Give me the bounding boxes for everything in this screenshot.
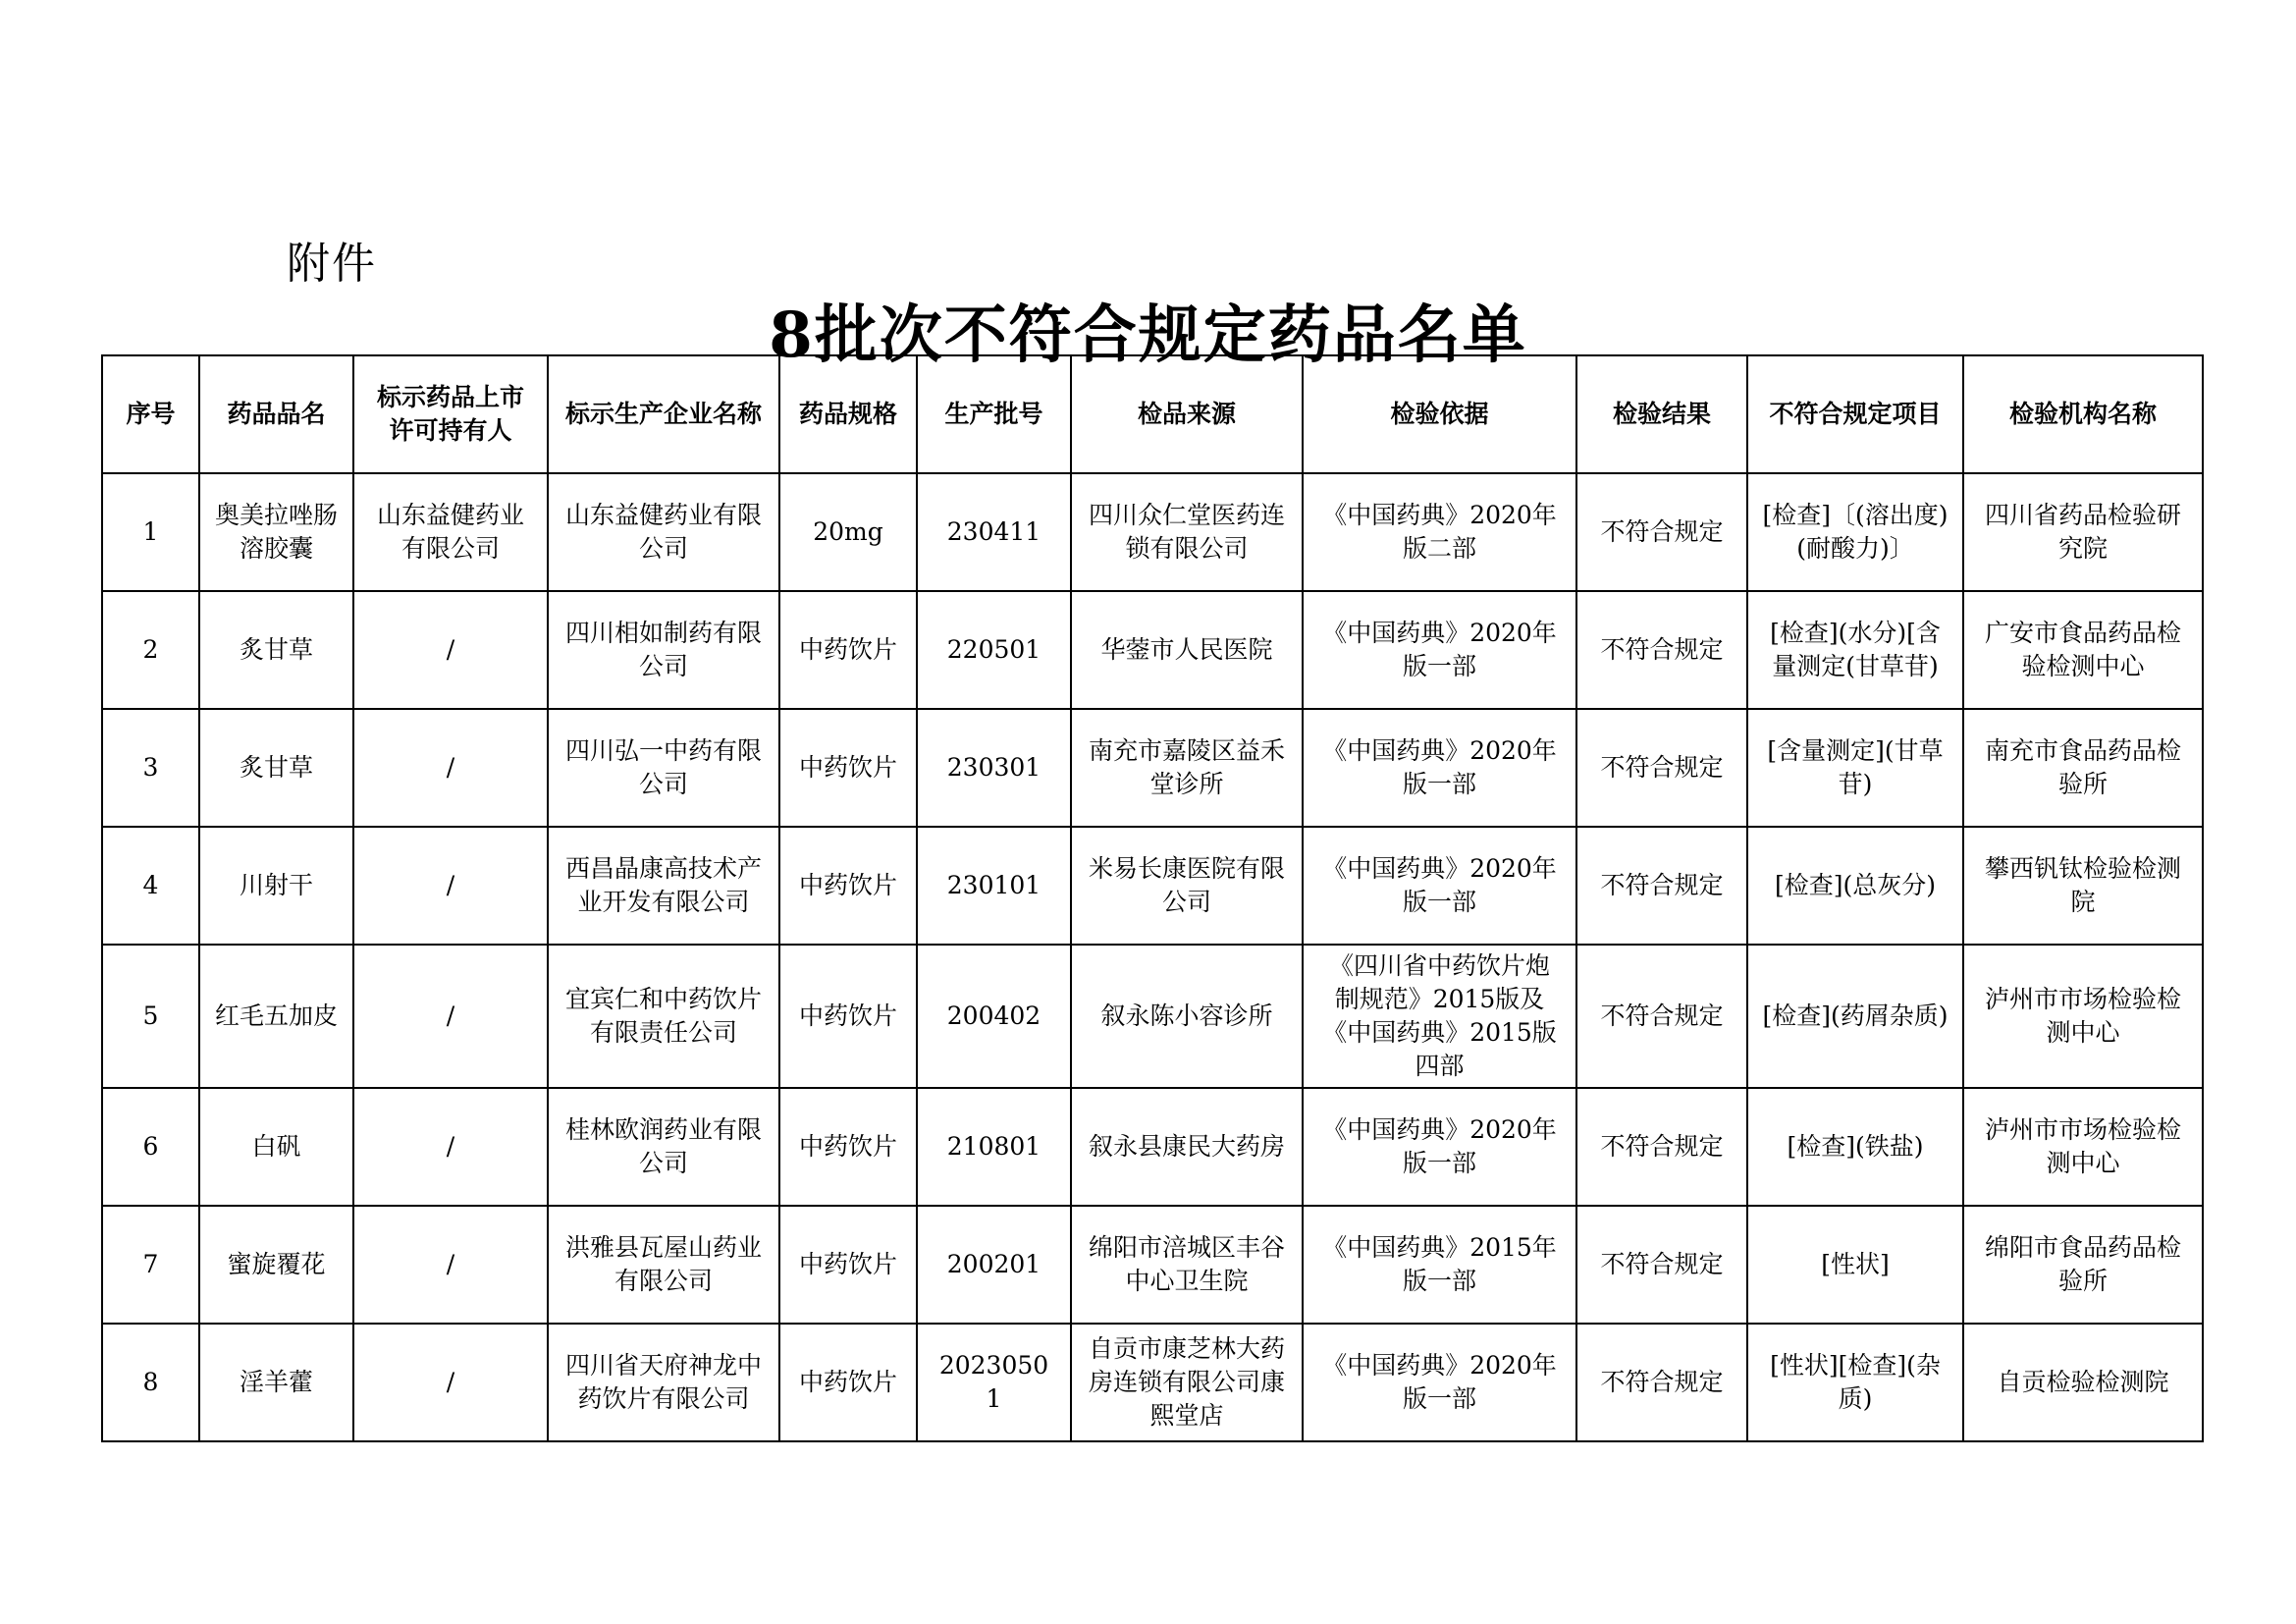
table-cell: 南充市嘉陵区益禾堂诊所: [1071, 709, 1303, 827]
table-cell: /: [353, 1206, 548, 1324]
table-cell: /: [353, 1324, 548, 1441]
table-cell: /: [353, 827, 548, 945]
table-cell: 不符合规定: [1576, 1324, 1747, 1441]
table-cell: 210801: [917, 1088, 1071, 1206]
table-cell: 奥美拉唑肠溶胶囊: [199, 473, 353, 591]
table-cell: 不符合规定: [1576, 1206, 1747, 1324]
table-cell: 6: [102, 1088, 199, 1206]
table-cell: 不符合规定: [1576, 1088, 1747, 1206]
table-cell: [检查]〔(溶出度)(耐酸力)〕: [1747, 473, 1963, 591]
table-cell: 白矾: [199, 1088, 353, 1206]
table-cell: /: [353, 945, 548, 1088]
table-cell: 200402: [917, 945, 1071, 1088]
table-cell: 20mg: [779, 473, 917, 591]
table-row: [102, 827, 2203, 945]
table-cell: 200201: [917, 1206, 1071, 1324]
table-cell: /: [353, 709, 548, 827]
table-cell: 20230501: [917, 1324, 1071, 1441]
table-cell: 《中国药典》2020年版二部: [1303, 473, 1576, 591]
table-cell: 自贡市康芝林大药房连锁有限公司康熙堂店: [1071, 1324, 1303, 1441]
table-cell: 红毛五加皮: [199, 945, 353, 1088]
table-cell: 南充市食品药品检验所: [1963, 709, 2203, 827]
table-cell: 中药饮片: [779, 1088, 917, 1206]
table-cell: 不符合规定: [1576, 473, 1747, 591]
table-cell: 自贡检验检测院: [1963, 1324, 2203, 1441]
table-body: [102, 473, 2203, 1441]
table-cell: 洪雅县瓦屋山药业有限公司: [548, 1206, 779, 1324]
table-cell: 叙永县康民大药房: [1071, 1088, 1303, 1206]
table-row: [102, 1088, 2203, 1206]
table-cell: 《中国药典》2015年版一部: [1303, 1206, 1576, 1324]
table-cell: 蜜旋覆花: [199, 1206, 353, 1324]
table-cell: 绵阳市涪城区丰谷中心卫生院: [1071, 1206, 1303, 1324]
column-header: 检验依据: [1303, 355, 1576, 473]
table-cell: 《中国药典》2020年版一部: [1303, 591, 1576, 709]
table-cell: 2: [102, 591, 199, 709]
nonconforming-drug-table: [101, 354, 2204, 1442]
table-cell: 叙永陈小容诊所: [1071, 945, 1303, 1088]
table-cell: 230101: [917, 827, 1071, 945]
table-cell: [检查](总灰分): [1747, 827, 1963, 945]
table-cell: 四川众仁堂医药连锁有限公司: [1071, 473, 1303, 591]
table-cell: 泸州市市场检验检测中心: [1963, 1088, 2203, 1206]
table-cell: 攀西钒钛检验检测院: [1963, 827, 2203, 945]
column-header: 检验机构名称: [1963, 355, 2203, 473]
column-header: 药品品名: [199, 355, 353, 473]
column-header: 药品规格: [779, 355, 917, 473]
table-cell: 炙甘草: [199, 709, 353, 827]
table-cell: 230411: [917, 473, 1071, 591]
table-cell: /: [353, 1088, 548, 1206]
table-cell: 中药饮片: [779, 591, 917, 709]
column-header: 检品来源: [1071, 355, 1303, 473]
table-cell: [检查](水分)[含量测定(甘草苷): [1747, 591, 1963, 709]
table-cell: 四川弘一中药有限公司: [548, 709, 779, 827]
table-cell: 不符合规定: [1576, 945, 1747, 1088]
table-cell: 西昌晶康高技术产业开发有限公司: [548, 827, 779, 945]
table-cell: 230301: [917, 709, 1071, 827]
table-cell: 中药饮片: [779, 1206, 917, 1324]
table-cell: 《中国药典》2020年版一部: [1303, 709, 1576, 827]
table-cell: 《四川省中药饮片炮制规范》2015版及《中国药典》2015版四部: [1303, 945, 1576, 1088]
table-cell: 不符合规定: [1576, 827, 1747, 945]
column-header: 标示药品上市许可持有人: [353, 355, 548, 473]
table-cell: 8: [102, 1324, 199, 1441]
table-cell: [性状]: [1747, 1206, 1963, 1324]
page-title: 8批次不符合规定药品名单: [769, 298, 1527, 372]
table-header-row: [102, 355, 2203, 473]
table-cell: 四川相如制药有限公司: [548, 591, 779, 709]
table-row: [102, 709, 2203, 827]
table-cell: 中药饮片: [779, 827, 917, 945]
table-cell: 220501: [917, 591, 1071, 709]
table-cell: 《中国药典》2020年版一部: [1303, 827, 1576, 945]
column-header: 标示生产企业名称: [548, 355, 779, 473]
table-cell: 中药饮片: [779, 945, 917, 1088]
table-cell: 中药饮片: [779, 1324, 917, 1441]
table-cell: 泸州市市场检验检测中心: [1963, 945, 2203, 1088]
column-header: 序号: [102, 355, 199, 473]
table-cell: 山东益健药业有限公司: [548, 473, 779, 591]
table-row: [102, 1324, 2203, 1441]
table-cell: [检查](药屑杂质): [1747, 945, 1963, 1088]
table-cell: [含量测定](甘草苷): [1747, 709, 1963, 827]
attachment-label: 附件: [287, 239, 377, 289]
table-cell: 不符合规定: [1576, 591, 1747, 709]
table-cell: [检查](铁盐): [1747, 1088, 1963, 1206]
table-cell: 5: [102, 945, 199, 1088]
table-cell: [性状][检查](杂质): [1747, 1324, 1963, 1441]
table-cell: 绵阳市食品药品检验所: [1963, 1206, 2203, 1324]
table-cell: /: [353, 591, 548, 709]
table-cell: 四川省天府神龙中药饮片有限公司: [548, 1324, 779, 1441]
table-cell: 《中国药典》2020年版一部: [1303, 1324, 1576, 1441]
table-cell: 广安市食品药品检验检测中心: [1963, 591, 2203, 709]
table-cell: 华蓥市人民医院: [1071, 591, 1303, 709]
table-cell: 1: [102, 473, 199, 591]
table-row: [102, 591, 2203, 709]
table-cell: 不符合规定: [1576, 709, 1747, 827]
table-cell: 山东益健药业有限公司: [353, 473, 548, 591]
table-cell: 米易长康医院有限公司: [1071, 827, 1303, 945]
table-row: [102, 1206, 2203, 1324]
table-cell: 中药饮片: [779, 709, 917, 827]
table-cell: 桂林欧润药业有限公司: [548, 1088, 779, 1206]
column-header: 生产批号: [917, 355, 1071, 473]
table-cell: 宜宾仁和中药饮片有限责任公司: [548, 945, 779, 1088]
column-header: 不符合规定项目: [1747, 355, 1963, 473]
table-cell: 《中国药典》2020年版一部: [1303, 1088, 1576, 1206]
table-cell: 淫羊藿: [199, 1324, 353, 1441]
table-cell: 3: [102, 709, 199, 827]
table-cell: 川射干: [199, 827, 353, 945]
column-header: 检验结果: [1576, 355, 1747, 473]
table-cell: 4: [102, 827, 199, 945]
table-cell: 四川省药品检验研究院: [1963, 473, 2203, 591]
table-row: [102, 945, 2203, 1088]
table-cell: 炙甘草: [199, 591, 353, 709]
table-row: [102, 473, 2203, 591]
table-cell: 7: [102, 1206, 199, 1324]
